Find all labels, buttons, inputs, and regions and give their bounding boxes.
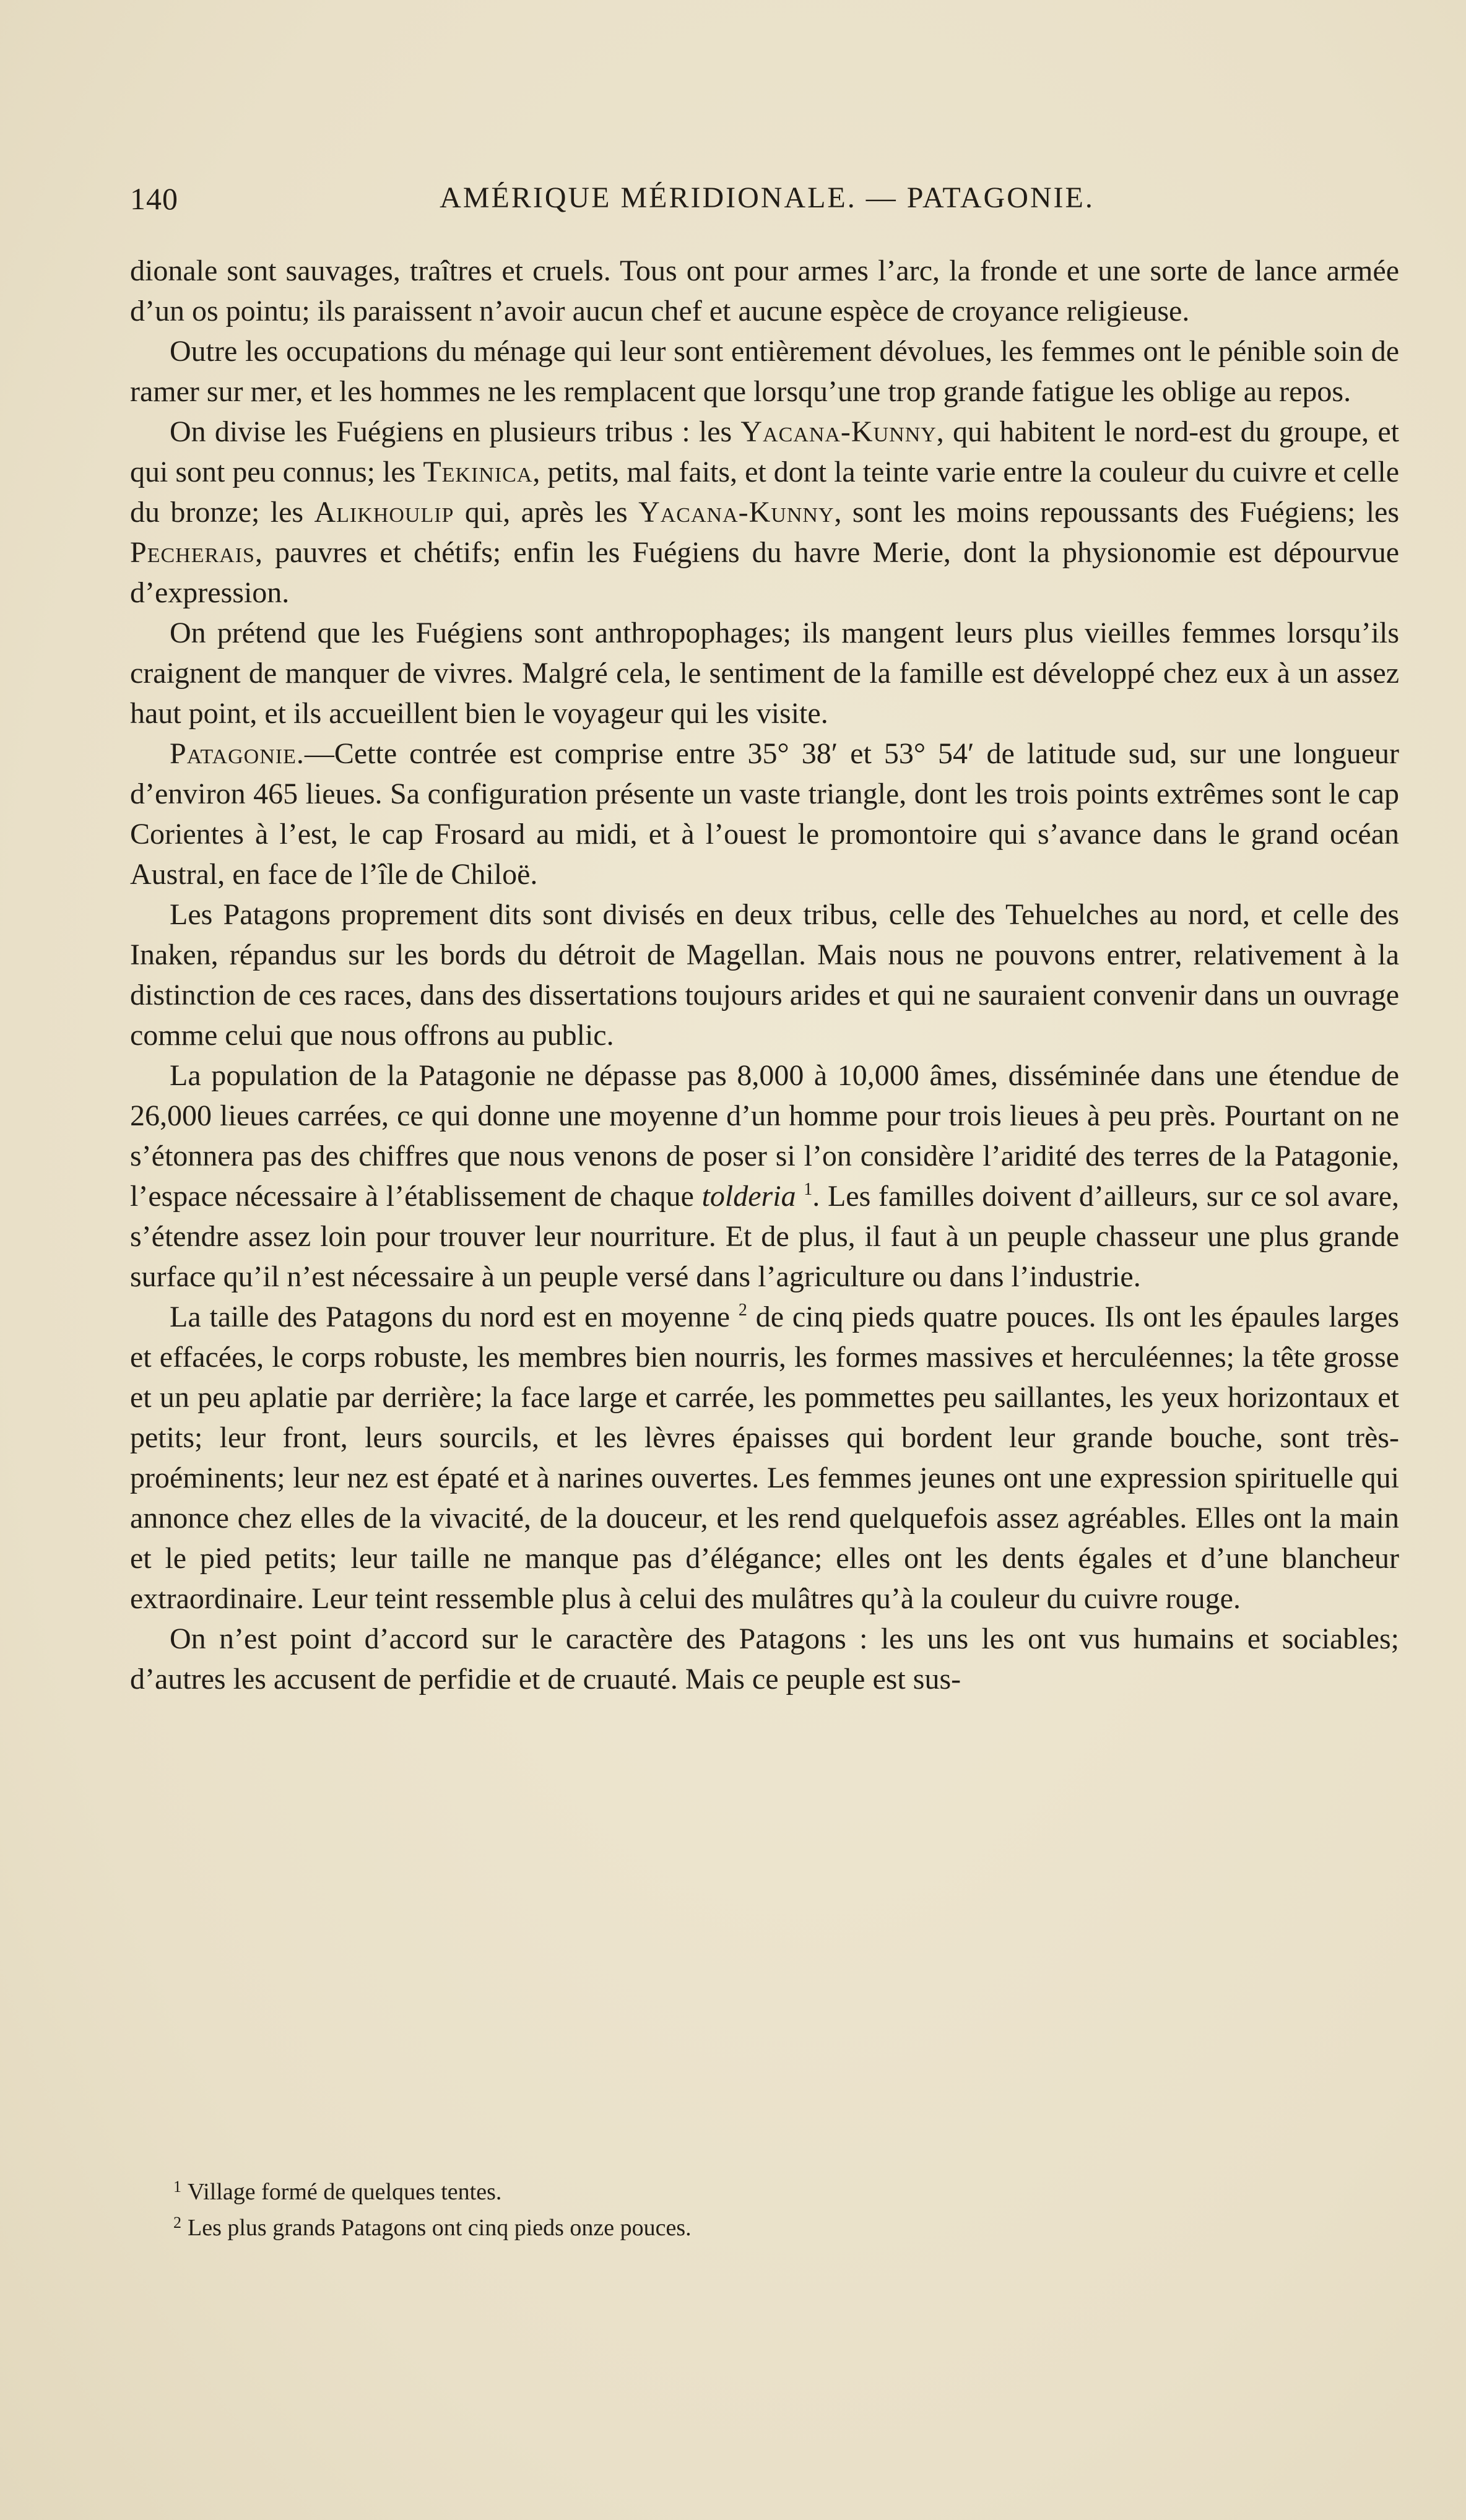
paragraph-fuegians-character: dionale sont sauvages, traîtres et cruels. Tous ont pour armes l’arc, la fronde et une sorte de lance armée d’un os pointu; ils paraissent n’avoir aucun chef et aucune espèce de croyance religieuse. xyxy=(130,254,1399,327)
paragraph-anthropophagy: On prétend que les Fuégiens sont anthropophages; ils mangent leurs plus vieilles femmes lorsqu’ils craignent de manquer de vivres. Malgré cela, le sentiment de la famille est développé chez eux à un assez haut point, et ils accueillent bien le voyageur qui les visite. xyxy=(130,617,1399,730)
tribe-name: Yacana-Kunny xyxy=(638,496,835,529)
text-run: La population de la Patagonie ne dépasse pas 8,000 à 10,000 âmes, disséminée dans une étendue de 26,000 lieues carrées, ce qui donne une moyenne d’un homme pour trois lieues à peu près. Pourtant on ne s’étonnera pas des chiffres que nous venons de poser si l’on considère l’aridité des terres de la Patagonie, l’espace nécessaire à l’établissement de chaque xyxy=(130,1059,1399,1213)
paragraph-patagonia-geography xyxy=(130,734,1399,894)
text-run: . Les familles doivent d’ailleurs, sur ce sol avare, s’étendre assez loin pour trouver leur nourriture. Et de plus, il faut à un peuple chasseur une plus grande surface qu’il n’est nécessaire à un peuple versé dans l’agriculture ou dans l’industrie. xyxy=(130,1180,1400,1293)
paragraph-physical-description xyxy=(130,1297,1399,1619)
tribe-name: Tekinica xyxy=(423,456,533,488)
footnote-text: Les plus grands Patagons ont cinq pieds onze pouces. xyxy=(188,2215,692,2241)
tribe-name: Alikhoulip xyxy=(314,496,454,529)
section-heading-patagonie: Patagonie. xyxy=(170,737,305,770)
footnote-mark: 2 xyxy=(173,2214,181,2232)
footnote-ref: 2 xyxy=(738,1301,747,1320)
footnotes xyxy=(173,2171,1350,2243)
text-run: qui, après les xyxy=(454,496,639,529)
paragraph-character-debate: On n’est point d’accord sur le caractère des Patagons : les uns les ont vus humains et sociables; d’autres les accusent de perfidie et de cruauté. Mais ce peuple est sus- xyxy=(130,1622,1399,1695)
text-run: , qui habitent le nord-est du groupe, et qui sont peu connus; les xyxy=(130,415,1400,488)
paragraph-women-occupations: Outre les occupations du ménage qui leur sont entièrement dévolues, les femmes ont le pénible soin de ramer sur mer, et les hommes ne les remplacent que lorsqu’une trop grande fatigue les oblige au repos. xyxy=(130,335,1399,408)
text-run: La taille des Patagons du nord est en moyenne xyxy=(170,1301,739,1333)
tribe-name: Yacana-Kunny xyxy=(740,415,937,448)
running-title: AMÉRIQUE MÉRIDIONALE. — PATAGONIE. xyxy=(440,181,1095,214)
text-run: , pauvres et chétifs; enfin les Fuégiens du havre Merie, dont la physionomie est dépourvue d’expression. xyxy=(130,536,1399,609)
footnote-ref: 1 xyxy=(804,1180,813,1199)
footnote-text: Village formé de quelques tentes. xyxy=(188,2179,502,2205)
text-run: On divise les Fuégiens en plusieurs tribus : les xyxy=(170,415,741,448)
paragraph-population xyxy=(130,1055,1399,1297)
footnote xyxy=(173,2207,1350,2243)
paragraph-patagon-tribes: Les Patagons proprement dits sont divisés en deux tribus, celle des Tehuelches au nord, et celle des Inaken, répandus sur les bords du détroit de Magellan. Mais nous ne pouvons entrer, relativement à la distinction de ces races, dans des dissertations toujours arides et qui ne sauraient convenir dans un ouvrage comme celui que nous offrons au public. xyxy=(130,898,1399,1052)
paragraph-fuegian-tribes xyxy=(130,412,1399,613)
text-run: , sont les moins repoussants des Fuégiens; les xyxy=(834,496,1400,529)
footnote-mark: 1 xyxy=(173,2178,181,2196)
text-run: —Cette contrée est comprise entre 35° 38′ et 53° 54′ de latitude sud, sur une longueur d’environ 465 lieues. Sa configuration présente un vaste triangle, dont les trois points extrêmes sont le cap Corientes à l’est, le cap Frosard au midi, et à l’ouest le promontoire qui s’avance dans le grand océan Austral, en face de l’île de Chiloë. xyxy=(130,737,1399,891)
page-header xyxy=(130,181,1404,230)
text-run: de cinq pieds quatre pouces. Ils ont les épaules larges et effacées, le corps robuste, les membres bien nourris, les formes massives et herculéennes; la tête grosse et un peu aplatie par derrière; la face large et carrée, les pommettes peu saillantes, les yeux horizontaux et petits; leur front, leurs sourcils, et les lèvres épaisses qui bordent leur grande bouche, sont très-proéminents; leur nez est épaté et à narines ouvertes. Les femmes jeunes ont une expression spirituelle qui annonce chez elles de la vivacité, de la douceur, et les rend quelquefois assez agréables. Elles ont la main et le pied petits; leur taille ne manque pas d’élégance; elles ont les dents égales et d’une blancheur extraordinaire. Leur teint ressemble plus à celui des mulâtres qu’à la couleur du cuivre rouge. xyxy=(130,1301,1400,1615)
page-number: 140 xyxy=(130,181,178,216)
footnote xyxy=(173,2171,1350,2207)
text-run: , petits, mal faits, et dont la teinte varie entre la couleur du cuivre et celle du bronze; les xyxy=(130,456,1399,529)
body-text xyxy=(130,251,1399,1699)
tribe-name: Pecherais xyxy=(130,536,255,569)
italic-term: tolderia xyxy=(701,1180,796,1213)
